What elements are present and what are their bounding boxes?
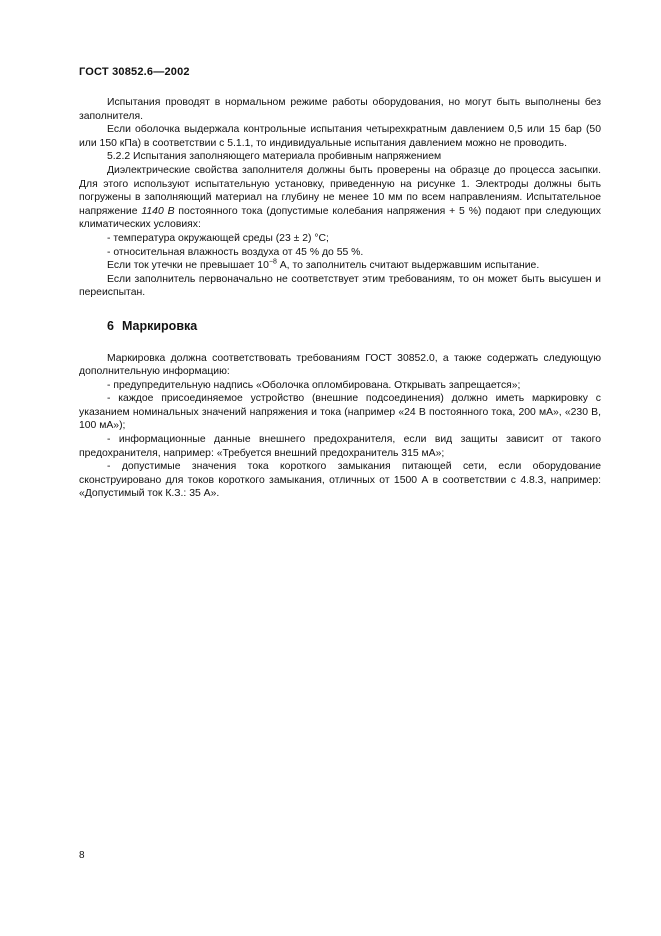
section-number: 6 <box>107 318 114 333</box>
document-header: ГОСТ 30852.6—2002 <box>79 66 190 78</box>
paragraph: Если заполнитель первоначально не соответствует этим требованиям, то он может быть высушен и переиспытан. <box>79 273 601 299</box>
document-body <box>79 96 601 501</box>
paragraph: Если ток утечки не превышает $10^{-8}$ А, то заполнитель считают выдержавшим испытание. <box>107 258 540 272</box>
section-title: Маркировка <box>121 318 198 333</box>
exponent: −8 <box>268 258 277 266</box>
paragraph: Если оболочка выдержала контрольные испытания четырехкратным давлением 0,5 или 15 бар (50 или 150 кПа) в соответствии с 5.1.1, то индивидуальные испытания давлением можно не проводить. <box>79 124 601 149</box>
list-item: - относительная влажность воздуха от 45 % до 55 %. <box>107 246 364 258</box>
list-item: - температура окружающей среды (23 ± 2) °С; <box>107 232 329 244</box>
list-item: - предупредительную надпись «Оболочка опломбирована. Открывать запрещается»; <box>107 379 521 391</box>
list-item: - каждое присоединяемое устройство (внешние подсоединения) должно иметь маркировку с указанием номинальных значений напряжения и тока (например «24 В постоянного тока, 200 мА», «230 В, 100 мА»); <box>79 393 601 432</box>
list-item: - допустимые значения тока короткого замыкания питающей сети, если оборудование сконструировано для токов короткого замыкания, отличных от 1500 А в соответствии с 4.8.3, например: «Допустимый ток К.З.: 35 А». <box>79 461 601 500</box>
paragraph: Испытания проводят в нормальном режиме работы оборудования, но могут быть выполнены без заполнителя. <box>79 97 601 122</box>
paragraph: Диэлектрические свойства заполнителя должны быть проверены на образце до процесса засыпки. Для этого используют испытательную установку, приведенную на рисунке 1. Электроды должны быть погружены в заполняющий материал на глубину не менее 10 мм по всем направлениям. Испытательное напряжение 1140 В постоянного тока (допустимые колебания напряжения + 5 %) подают при следующих климатических условиях: <box>79 164 601 231</box>
subsection-heading: 5.2.2 Испытания заполняющего материала пробивным напряжением <box>107 151 442 163</box>
list-item: - информационные данные внешнего предохранителя, если вид защиты зависит от такого предохранителя, например: «Требуется внешний предохранитель 315 мА»; <box>79 434 601 459</box>
test-voltage: 1140 В <box>141 205 175 217</box>
page-number: 8 <box>79 850 85 861</box>
paragraph: Маркировка должна соответствовать требованиям ГОСТ 30852.0, а также содержать следующую дополнительную информацию: <box>79 352 601 378</box>
section-heading <box>79 320 601 334</box>
